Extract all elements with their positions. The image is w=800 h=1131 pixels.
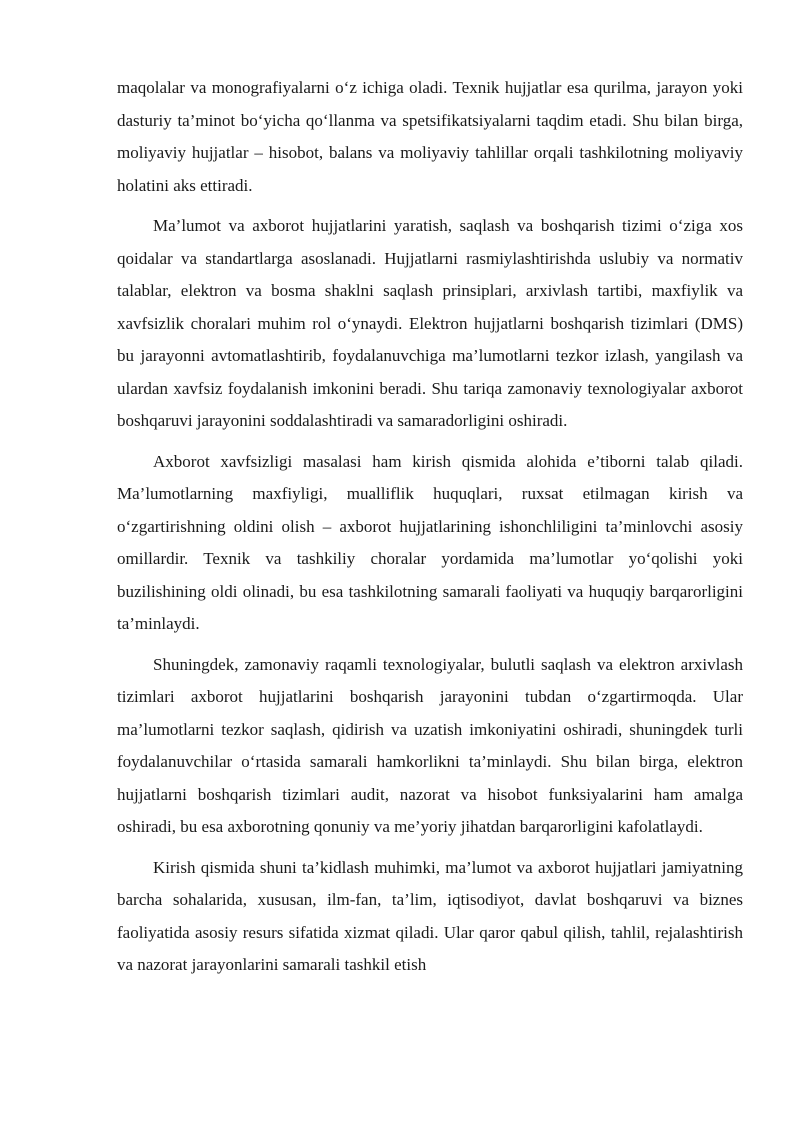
paragraph-continuation: maqolalar va monografiyalarni o‘z ichiga oladi. Texnik hujjatlar esa qurilma, jarayon yoki dasturiy ta’minot bo‘yicha qo‘llanma va spetsifikatsiyalarni taqdim etadi. Shu bilan birga, moliyaviy hujjatlar – hisobot, balans va moliyaviy tahlillar orqali tashkilotning moliyaviy holatini aks ettiradi. <box>117 78 743 195</box>
paragraph-digital-technologies: Shuningdek, zamonaviy raqamli texnologiyalar, bulutli saqlash va elektron arxivlash tizimlari axborot hujjatlarini boshqarish jarayonini tubdan o‘zgartirmoqda. Ular ma’lumotlarni tezkor saqlash, qidirish va uzatish imkoniyatini oshiradi, shuningdek turli foydalanuvchilar o‘rtasida samarali hamkorlikni ta’minlaydi. Shu bilan birga, elektron hujjatlarni boshqarish tizimlari audit, nazorat va hisobot funksiyalarini ham amalga oshiradi, bu esa axborotning qonuniy va me’yoriy jihatdan barqarorligini kafolatlaydi. <box>117 654 743 836</box>
document-page <box>117 72 743 990</box>
paragraph-information-security: Axborot xavfsizligi masalasi ham kirish qismida alohida e’tiborni talab qiladi. Ma’lumotlarning maxfiyligi, mualliflik huquqlari, ruxsat etilmagan kirish va o‘zgartirishning oldini olish – axborot hujjatlarining ishonchliligini ta’minlovchi asosiy omillardir. Texnik va tashkiliy choralar yordamida ma’lumotlar yo‘qolishi yoki buzilishining oldi olinadi, bu esa tashkilotning samarali faoliyati va huquqiy barqarorligini ta’minlaydi. <box>117 451 743 633</box>
paragraph-introduction-summary: Kirish qismida shuni ta’kidlash muhimki, ma’lumot va axborot hujjatlari jamiyatning barcha sohalarida, xususan, ilm-fan, ta’lim, iqtisodiyot, davlat boshqaruvi va biznes faoliyatida asosiy resurs sifatida xizmat qiladi. Ular qaror qabul qilish, tahlil, rejalashtirish va nazorat jarayonlarini samarali tashkil etish <box>117 857 743 974</box>
paragraph-document-management: Ma’lumot va axborot hujjatlarini yaratish, saqlash va boshqarish tizimi o‘ziga xos qoidalar va standartlarga asoslanadi. Hujjatlarni rasmiylashtirishda uslubiy va normativ talablar, elektron va bosma shaklni saqlash prinsiplari, arxivlash tartibi, maxfiylik va xavfsizlik choralari muhim rol o‘ynaydi. Elektron hujjatlarni boshqarish tizimlari (DMS) bu jarayonni avtomatlashtirib, foydalanuvchiga ma’lumotlarni tezkor izlash, yangilash va ulardan xavfsiz foydalanish imkonini beradi. Shu tariqa zamonaviy texnologiyalar axborot boshqaruvi jarayonini soddalashtiradi va samaradorligini oshiradi. <box>117 216 743 430</box>
